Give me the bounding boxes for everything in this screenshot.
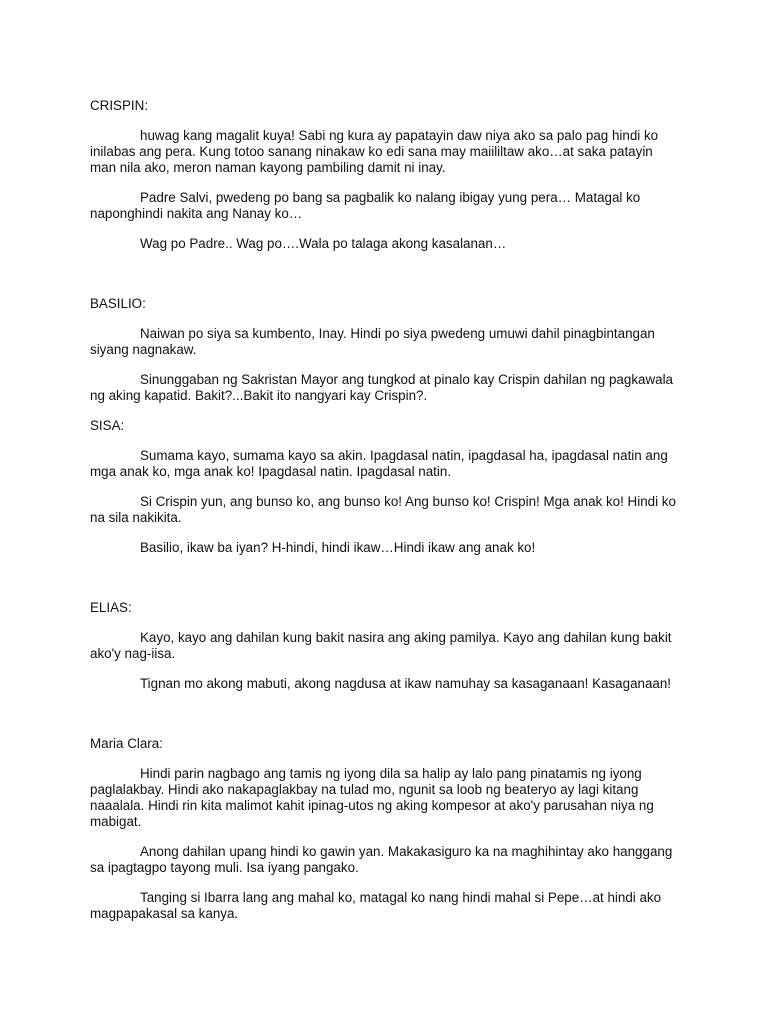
speaker-name: BASILIO: <box>90 296 146 311</box>
dialogue-paragraph: Anong dahilan upang hindi ko gawin yan. Makakasiguro ka na maghihintay ako hanggang sa ipagtagpo tayong muli. Isa iyang pangako. <box>90 844 673 875</box>
dialogue-paragraph: Tanging si Ibarra lang ang mahal ko, matagal ko nang hindi mahal si Pepe…at hindi ako magpapakasal sa kanya. <box>90 890 662 921</box>
dialogue-paragraph: Tignan mo akong mabuti, akong nagdusa at ikaw namuhay sa kasaganaan! Kasaganaan! <box>140 676 672 691</box>
speaker-name: CRISPIN: <box>90 98 149 113</box>
section-sisa <box>90 418 680 556</box>
section-spacer <box>90 266 680 296</box>
dialogue-paragraph: Si Crispin yun, ang bunso ko, ang bunso ko! Ang bunso ko! Crispin! Mga anak ko! Hindi ko na sila nakikita. <box>90 494 676 525</box>
section-basilio <box>90 296 680 404</box>
dialogue-paragraph: Kayo, kayo ang dahilan kung bakit nasira ang aking pamilya. Kayo ang dahilan kung bakit ako'y nag-iisa. <box>90 630 672 661</box>
dialogue-paragraph: Basilio, ikaw ba iyan? H-hindi, hindi ikaw…Hindi ikaw ang anak ko! <box>140 540 536 555</box>
dialogue-paragraph: Hindi parin nagbago ang tamis ng iyong dila sa halip ay lalo pang pinatamis ng iyong paglalakbay. Hindi ako nakapaglakbay na tulad mo, ngunit sa loob ng beateryo ay lagi kitang naaalala. Hindi rin kita malimot kahit ipinag-utos ng aking kompesor at ako'y parusahan niya ng mabigat. <box>90 766 654 829</box>
dialogue-paragraph: huwag kang magalit kuya! Sabi ng kura ay papatayin daw niya ako sa palo pag hindi ko inilabas ang pera. Kung totoo sanang ninakaw ko edi sana may maiililtaw ako…at saka patayin man nila ako, meron naman kayong pambiling damit ni inay. <box>90 128 659 175</box>
speaker-name: ELIAS: <box>90 600 132 615</box>
dialogue-paragraph: Sumama kayo, sumama kayo sa akin. Ipagdasal natin, ipagdasal ha, ipagdasal natin ang mga anak ko, mga anak ko! Ipagdasal natin. Ipagdasal natin. <box>90 448 668 479</box>
dialogue-paragraph: Padre Salvi, pwedeng po bang sa pagbalik ko nalang ibigay yung pera… Matagal ko naponghindi nakita ang Nanay ko… <box>90 190 641 221</box>
speaker-name: SISA: <box>90 418 125 433</box>
section-crispin <box>90 98 680 252</box>
section-spacer <box>90 706 680 736</box>
section-maria-clara <box>90 736 680 922</box>
script-text <box>90 98 680 936</box>
speaker-name: Maria Clara: <box>90 736 163 751</box>
dialogue-paragraph: Sinunggaban ng Sakristan Mayor ang tungkod at pinalo kay Crispin dahilan ng pagkawala ng aking kapatid. Bakit?...Bakit ito nangyari kay Crispin?. <box>90 372 674 403</box>
dialogue-paragraph: Naiwan po siya sa kumbento, Inay. Hindi po siya pwedeng umuwi dahil pinagbintangan siyang nagnakaw. <box>90 326 655 357</box>
dialogue-paragraph: Wag po Padre.. Wag po….Wala po talaga akong kasalanan… <box>140 236 507 251</box>
section-elias <box>90 600 680 692</box>
section-spacer <box>90 570 680 600</box>
